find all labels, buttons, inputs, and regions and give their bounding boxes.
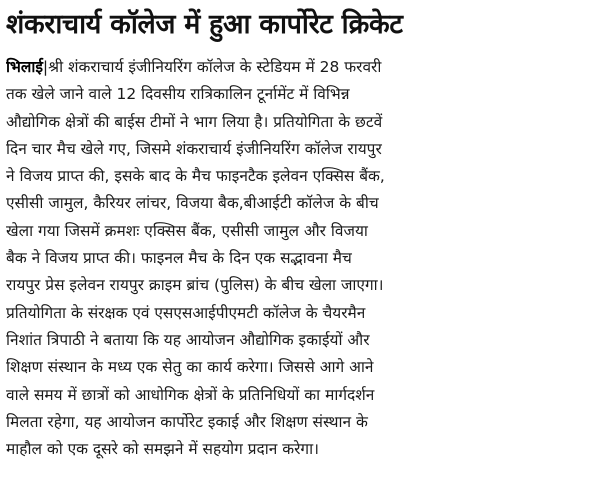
article-line: माहौल को एक दूसरे को समझने में सहयोग प्रदान करेगा।	[6, 440, 319, 459]
article-line: एसीसी जामुल, कैरियर लांचर, विजया बैक,बीआईटी कॉलेज के बीच	[6, 194, 379, 213]
article-line: निशांत त्रिपाठी ने बताया कि यह आयोजन औद्योगिक इकाईयों और	[6, 330, 370, 349]
article-line: मिलता रहेगा, यह आयोजन कार्पोरेट इकाई और शिक्षण संस्थान के	[6, 412, 368, 431]
article-line	[6, 54, 594, 81]
dateline-separator: |	[42, 58, 49, 76]
headline: शंकराचार्य कॉलेज में हुआ कार्पोरेट क्रिकेट	[6, 9, 403, 40]
article-line: बैक ने विजय प्राप्त की। फाइनल मैच के दिन एक सद्भावना मैच	[6, 249, 352, 268]
article-line-text: श्री शंकराचार्य इंजीनियरिंग कॉलेज के स्टेडियम में 28 फरवरी	[48, 58, 382, 76]
article-line: औद्योगिक क्षेत्रों की बाईस टीमों ने भाग लिया है। प्रतियोगिता के छटवें	[6, 112, 383, 131]
article-line: तक खेले जाने वाले 12 दिवसीय रात्रिकालिन टूर्नामेंट में विभिन्न	[6, 85, 350, 104]
article-line: ने विजय प्राप्त की, इसके बाद के मैच फाइनटैक इलेवन एक्सिस बैंक,	[6, 167, 385, 186]
article-line: प्रतियोगिता के संरक्षक एवं एसएसआईपीएमटी कॉलेज के चैयरमैन	[6, 303, 366, 322]
article-line: खेला गया जिसमें क्रमशः एक्सिस बैंक, एसीसी जामुल और विजया	[6, 221, 368, 240]
article-line: वाले समय में छात्रों को आधोगिक क्षेत्रों के प्रतिनिधियों का मार्गदर्शन	[6, 385, 375, 404]
article-line: दिन चार मैच खेले गए, जिसमे शंकराचार्य इंजीनियरिंग कॉलेज रायपुर	[6, 139, 382, 158]
article-line: रायपुर प्रेस इलेवन रायपुर क्राइम ब्रांच (पुलिस) के बीच खेला जाएगा।	[6, 276, 384, 295]
dateline: भिलाई	[6, 58, 43, 76]
article-line: शिक्षण संस्थान के मध्य एक सेतु का कार्य करेगा। जिससे आगे आने	[6, 358, 374, 377]
article-body	[6, 54, 596, 494]
